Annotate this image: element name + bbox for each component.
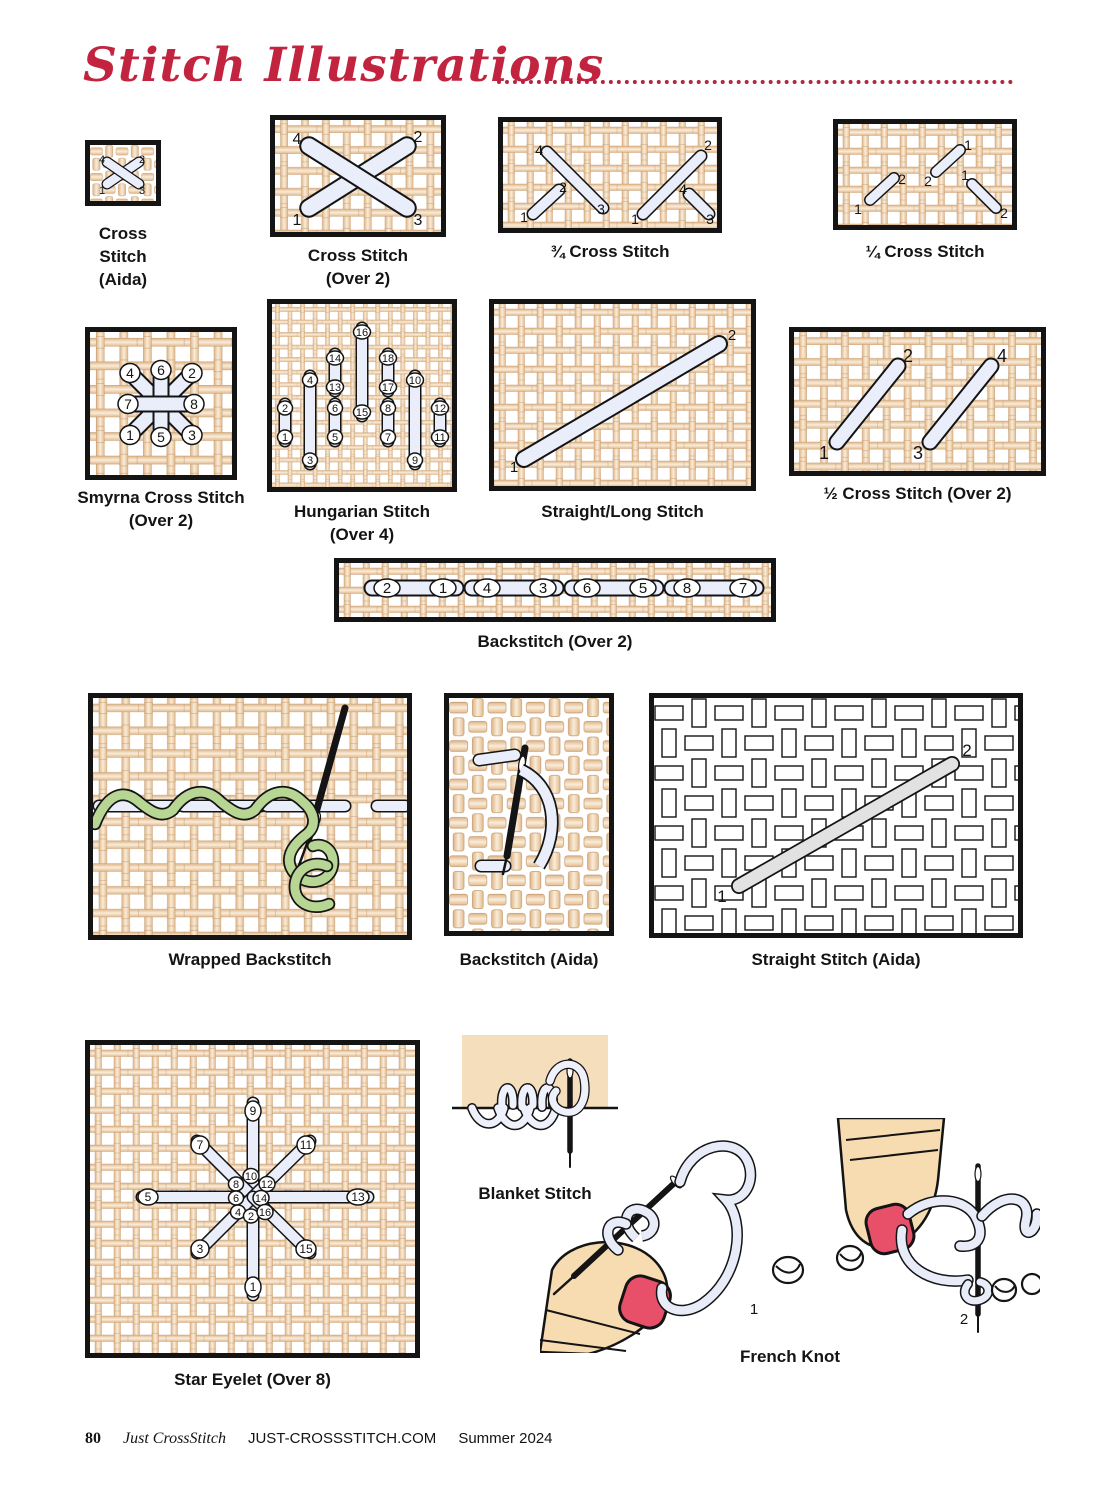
magazine-website: JUST-CROSSSTITCH.COM [247, 1430, 437, 1447]
caption-half-cross: ½ Cross Stitch (Over 2) [823, 484, 1012, 503]
svg-text:4: 4 [234, 1207, 242, 1219]
svg-text:2: 2 [902, 346, 914, 366]
svg-text:1: 1 [509, 459, 519, 476]
svg-text:8: 8 [232, 1179, 240, 1191]
svg-text:18: 18 [381, 353, 395, 365]
svg-text:3: 3 [706, 211, 714, 227]
wrapped-backstitch-art [93, 698, 407, 935]
svg-text:6: 6 [232, 1193, 240, 1205]
svg-text:16: 16 [355, 327, 369, 339]
needle-eye [975, 1167, 981, 1182]
svg-text:7: 7 [384, 432, 392, 444]
caption-french-knot: French Knot [739, 1347, 841, 1366]
svg-text:6: 6 [331, 403, 339, 415]
svg-text:11: 11 [434, 432, 446, 444]
svg-text:5: 5 [157, 429, 165, 445]
svg-text:2: 2 [704, 137, 712, 153]
svg-text:1: 1 [281, 432, 289, 444]
svg-text:7: 7 [124, 396, 132, 412]
svg-text:3: 3 [912, 443, 924, 463]
svg-text:3: 3 [306, 455, 314, 467]
svg-text:2: 2 [188, 365, 196, 381]
caption-quarter: ¼ Cross Stitch [865, 242, 985, 261]
diagram-smyrna [85, 327, 237, 480]
diagram-star-eyelet [85, 1040, 420, 1358]
svg-text:1: 1 [631, 211, 639, 227]
svg-text:1: 1 [964, 137, 972, 153]
half-cross-art [794, 332, 1041, 471]
svg-text:4: 4 [482, 580, 492, 597]
svg-text:1: 1 [438, 580, 448, 597]
three-quarter-art [503, 122, 717, 228]
page-title: Stitch Illustrations [83, 38, 605, 93]
french-knot-step-1 [540, 1146, 863, 1353]
diagram-hungarian [267, 299, 457, 492]
caption-hungarian: Hungarian Stitch (Over 4) [293, 502, 430, 544]
page-footer [85, 1430, 553, 1448]
svg-text:12: 12 [260, 1179, 274, 1191]
svg-text:14: 14 [254, 1193, 268, 1205]
diagram-cross-stitch-over-2 [270, 115, 446, 237]
svg-text:1: 1 [292, 212, 302, 229]
svg-text:7: 7 [196, 1138, 204, 1152]
svg-text:3: 3 [413, 212, 423, 229]
caption-backstitch-over-2: Backstitch (Over 2) [477, 632, 633, 651]
svg-text:1: 1 [126, 427, 134, 443]
svg-text:6: 6 [582, 580, 592, 597]
caption-wrapped-backstitch: Wrapped Backstitch [168, 950, 332, 969]
caption-backstitch-aida: Backstitch (Aida) [459, 950, 599, 969]
svg-text:10: 10 [244, 1171, 258, 1183]
fabric [654, 698, 1018, 933]
svg-text:2: 2 [559, 179, 567, 195]
svg-text:14: 14 [328, 353, 342, 365]
svg-text:2: 2 [924, 173, 932, 189]
svg-text:12: 12 [433, 403, 447, 415]
straight-long-art [494, 304, 751, 486]
svg-text:7: 7 [738, 580, 748, 597]
svg-text:4: 4 [679, 181, 687, 197]
page-number: 80 [85, 1430, 101, 1447]
svg-text:4: 4 [306, 375, 314, 387]
diagram-backstitch-aida [444, 693, 614, 936]
svg-text:2: 2 [413, 129, 423, 146]
backstitch-aida-art [449, 698, 609, 931]
fabric [449, 698, 609, 931]
svg-text:1: 1 [249, 1280, 257, 1294]
svg-text:5: 5 [638, 580, 648, 597]
svg-text:4: 4 [98, 154, 106, 166]
svg-text:1: 1 [818, 443, 830, 463]
svg-text:2: 2 [898, 171, 906, 187]
svg-text:4: 4 [996, 346, 1008, 366]
svg-text:1: 1 [961, 167, 969, 183]
caption-cross-stitch-over-2: Cross Stitch (Over 2) [307, 246, 409, 288]
svg-text:2: 2 [138, 154, 146, 166]
magazine-name: Just CrossStitch [123, 1430, 226, 1447]
diagram-quarter-cross-stitch [833, 119, 1017, 230]
svg-text:1: 1 [520, 209, 528, 225]
svg-text:4: 4 [535, 142, 543, 158]
svg-text:3: 3 [538, 580, 548, 597]
svg-text:15: 15 [299, 1242, 313, 1256]
svg-text:6: 6 [157, 362, 165, 378]
caption-blanket-stitch: Blanket Stitch [478, 1184, 592, 1203]
svg-text:15: 15 [355, 407, 369, 419]
svg-text:8: 8 [190, 396, 198, 412]
diagram-wrapped-backstitch [88, 693, 412, 940]
svg-text:5: 5 [331, 432, 339, 444]
svg-text:13: 13 [351, 1190, 365, 1204]
diagram-three-quarter-cross-stitch [498, 117, 722, 233]
star-eyelet-art [90, 1045, 415, 1353]
svg-text:2: 2 [1000, 205, 1008, 221]
caption-smyrna: Smyrna Cross Stitch (Over 2) [77, 488, 245, 530]
svg-text:3: 3 [597, 201, 605, 217]
svg-text:4: 4 [292, 131, 302, 148]
svg-text:9: 9 [249, 1104, 257, 1118]
svg-text:16: 16 [258, 1207, 272, 1219]
svg-text:17: 17 [381, 382, 395, 394]
cross-stitch-over-2-art [275, 120, 441, 232]
hungarian-art [272, 304, 452, 487]
caption-straight-long: Straight/Long Stitch [541, 502, 704, 521]
straight-aida-art [654, 698, 1018, 933]
caption-straight-aida: Straight Stitch (Aida) [751, 950, 921, 969]
svg-text:4: 4 [126, 365, 134, 381]
svg-text:11: 11 [299, 1138, 313, 1152]
diagram-straight-aida [649, 693, 1023, 938]
step-1-label: 1 [749, 1301, 759, 1318]
svg-text:3: 3 [188, 427, 196, 443]
issue-name: Summer 2024 [458, 1430, 553, 1447]
svg-text:8: 8 [384, 403, 392, 415]
svg-text:2: 2 [727, 327, 737, 344]
diagram-half-cross [789, 327, 1046, 476]
diagram-cross-stitch-aida [85, 140, 161, 206]
knot-blobs [773, 1246, 863, 1283]
caption-three-quarter: ¾ Cross Stitch [550, 242, 670, 261]
title-dotted-rule [497, 54, 1013, 84]
french-knot-art [540, 1118, 1040, 1353]
svg-text:2: 2 [281, 403, 289, 415]
svg-text:8: 8 [682, 580, 692, 597]
svg-text:2: 2 [247, 1211, 255, 1223]
svg-text:5: 5 [144, 1190, 152, 1204]
step-2-label: 2 [959, 1311, 969, 1328]
diagram-french-knot [540, 1118, 1040, 1353]
svg-text:1: 1 [98, 185, 106, 197]
backstitch-over-2-art [339, 563, 771, 617]
svg-text:10: 10 [408, 375, 422, 387]
caption-cross-stitch-aida: Cross Stitch (Aida) [98, 224, 148, 289]
svg-text:9: 9 [411, 455, 419, 467]
svg-text:1: 1 [717, 887, 727, 906]
svg-text:2: 2 [962, 741, 972, 760]
quarter-art [838, 124, 1012, 225]
caption-star-eyelet: Star Eyelet (Over 8) [174, 1370, 331, 1389]
diagram-backstitch-over-2 [334, 558, 776, 622]
cross-stitch-aida-art [90, 145, 156, 201]
smyrna-art [90, 332, 232, 475]
french-knot-step-2 [838, 1118, 1040, 1332]
svg-text:13: 13 [328, 382, 342, 394]
svg-text:1: 1 [854, 201, 862, 217]
svg-text:2: 2 [382, 580, 392, 597]
svg-text:3: 3 [138, 185, 146, 197]
diagram-straight-long [489, 299, 756, 491]
svg-text:3: 3 [196, 1242, 204, 1256]
knot-blobs [992, 1274, 1040, 1301]
